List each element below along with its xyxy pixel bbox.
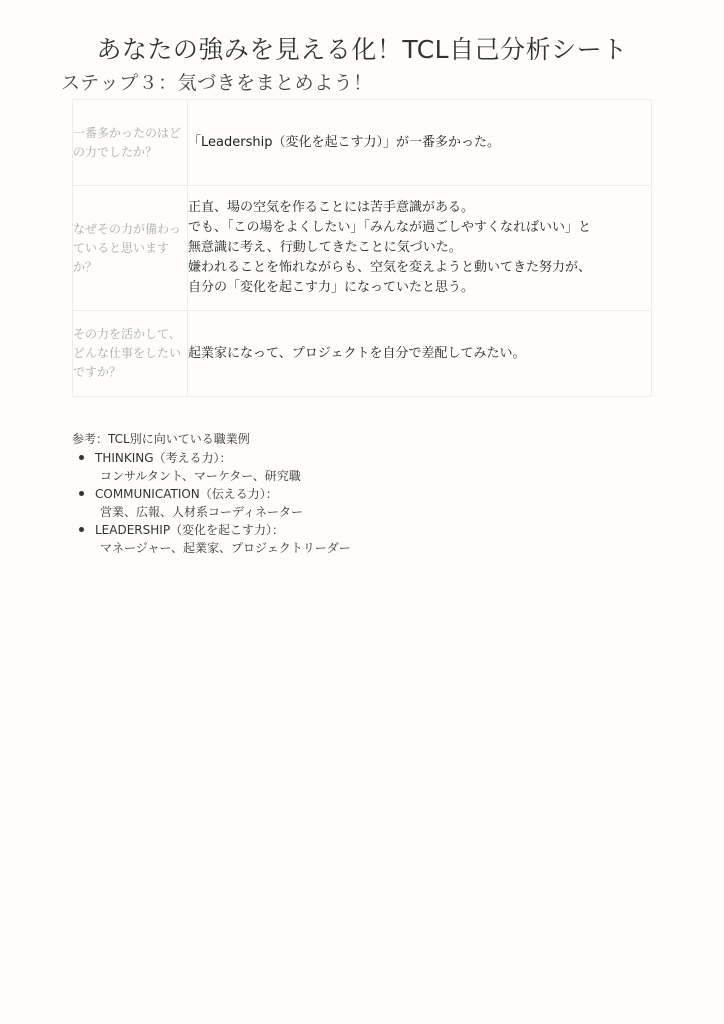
bullet-icon [79,527,84,532]
list-item [72,449,351,485]
list-item [72,485,351,521]
step-subtitle: ステップ３：気づきをまとめよう！ [61,72,373,94]
reference-category: THINKING（考える力）： [95,451,232,465]
answer-line: 嫌われることを怖れながらも、空気を変えようと動いてきた努力が、 [188,260,592,275]
reference-jobs: マネージャー、起業家、プロジェクトリーダー [100,541,351,555]
answer-cell [188,311,652,397]
question-cell: なぜその力が備わっていると思いますか？ [73,186,188,311]
reference-jobs: 営業、広報、人材系コーディネーター [100,505,304,519]
answer-line: でも、「この場をよくしたい」「みんなが過ごしやすくなればいい」と [188,220,592,235]
answer-cell [188,186,652,311]
table-row [73,186,652,311]
list-item [72,521,351,557]
answer-line: 自分の「変化を起こす力」になっていたと思う。 [188,280,475,295]
reference-category: LEADERSHIP（変化を起こす力）： [95,523,285,537]
reference-jobs: コンサルタント、マーケター、研究職 [100,469,301,483]
question-cell: 一番多かったのはどの力でしたか？ [73,100,188,186]
reference-section [72,430,351,557]
answer-line: 「Leadership（変化を起こす力）」が一番多かった。 [188,134,500,150]
reference-list [72,449,351,557]
bullet-icon [79,491,84,496]
reference-category: COMMUNICATION（伝える力）： [95,487,278,501]
page-title: あなたの強みを見える化！TCL自己分析シート [96,35,628,64]
bullet-icon [79,455,84,460]
reflection-table [72,99,652,397]
reference-heading: 参考：TCL別に向いている職業例 [72,432,250,446]
question-cell: その力を活かして、どんな仕事をしたいですか？ [73,311,188,397]
table-row [73,100,652,186]
answer-line: 起業家になって、プロジェクトを自分で差配してみたい。 [188,345,526,361]
answer-cell [188,100,652,186]
answer-line: 無意識に考え、行動してきたことに気づいた。 [188,240,462,255]
table-row [73,311,652,397]
answer-line: 正直、場の空気を作ることには苦手意識がある。 [188,200,475,215]
